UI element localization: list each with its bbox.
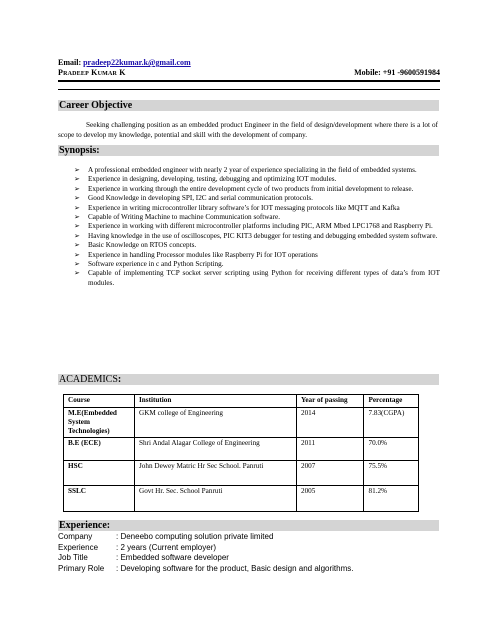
bullet-arrow-icon: ➢ bbox=[74, 222, 80, 231]
synopsis-item-text: Good Knowledge in developing SPI, I2C and serial communication protocols. bbox=[88, 194, 313, 203]
bullet-arrow-icon: ➢ bbox=[74, 203, 80, 212]
email-line bbox=[58, 58, 440, 68]
percentage-cell: 70.0% bbox=[364, 438, 419, 461]
synopsis-item bbox=[58, 204, 440, 213]
percentage-cell: 81.2% bbox=[364, 486, 419, 512]
email-link[interactable]: pradeep22kumar.k@gmail.com bbox=[83, 58, 191, 67]
percentage-cell: 7.83(CGPA) bbox=[364, 408, 419, 438]
synopsis-item-text: Experience in working with different microcontroller platforms including PIC, ARM Mbed LPC1768 and Raspberry Pi. bbox=[88, 222, 433, 231]
bullet-arrow-icon: ➢ bbox=[74, 184, 80, 193]
bullet-arrow-icon: ➢ bbox=[74, 231, 80, 240]
institution-cell: Govt Hr. Sec. School Panruti bbox=[135, 486, 297, 512]
institution-cell: GKM college of Engineering bbox=[135, 408, 297, 438]
synopsis-item-text: Capable of Writing Machine to machine Communication software. bbox=[88, 213, 280, 222]
academics-heading-colon: : bbox=[117, 374, 122, 385]
year-cell: 2007 bbox=[296, 461, 364, 486]
percentage-cell: 75.5% bbox=[364, 461, 419, 486]
career-objective-heading: Career Objective bbox=[58, 100, 439, 111]
header-year: Year of passing bbox=[296, 395, 364, 408]
header-percentage: Percentage bbox=[364, 395, 419, 408]
experience-row-duration bbox=[58, 543, 353, 554]
course-cell: M.E(Embedded System Technologies) bbox=[64, 408, 135, 438]
experience-value: : Deneebo computing solution private limited bbox=[116, 532, 274, 541]
experience-details bbox=[58, 532, 353, 574]
table-row bbox=[64, 486, 419, 512]
experience-key: Primary Role bbox=[58, 563, 105, 573]
synopsis-item-text: Capable of implementing TCP socket server scripting using Python for receiving different types of data’s from IOT modules. bbox=[88, 269, 440, 287]
synopsis-item bbox=[58, 222, 440, 231]
synopsis-item bbox=[58, 269, 440, 288]
year-cell: 2014 bbox=[296, 408, 364, 438]
experience-key: Job Title bbox=[58, 553, 88, 562]
bullet-arrow-icon: ➢ bbox=[74, 213, 80, 222]
year-cell: 2011 bbox=[296, 438, 364, 461]
synopsis-list bbox=[58, 166, 440, 288]
candidate-name: Pradeep Kumar K bbox=[58, 68, 126, 77]
mobile-number: Mobile: +91 -9600591984 bbox=[354, 68, 440, 77]
bullet-arrow-icon: ➢ bbox=[74, 269, 80, 278]
bullet-arrow-icon: ➢ bbox=[74, 175, 80, 184]
bullet-arrow-icon: ➢ bbox=[74, 250, 80, 259]
experience-row-primary-role bbox=[58, 564, 353, 575]
synopsis-item-text: Having knowledge in the use of oscilloscopes, PIC KIT3 debugger for testing and debugging embedded system software. bbox=[88, 231, 438, 240]
header-institution: Institution bbox=[135, 395, 297, 408]
course-cell: HSC bbox=[64, 461, 135, 486]
institution-cell: Shri Andal Alagar College of Engineering bbox=[135, 438, 297, 461]
experience-value: : Embedded software developer bbox=[116, 553, 229, 562]
academics-table bbox=[63, 394, 419, 512]
header-rule-top bbox=[58, 80, 440, 82]
synopsis-item-text: Experience in designing, developing, testing, debugging and optimizing IOT modules. bbox=[88, 175, 337, 184]
synopsis-item bbox=[58, 166, 440, 175]
bullet-arrow-icon: ➢ bbox=[74, 241, 80, 250]
synopsis-item bbox=[58, 260, 440, 269]
experience-row-company bbox=[58, 532, 353, 543]
synopsis-item-text: Software experience in c and Python Scripting. bbox=[88, 260, 224, 269]
experience-key: Experience bbox=[58, 542, 99, 552]
synopsis-item bbox=[58, 194, 440, 203]
synopsis-item-text: Basic Knowledge on RTOS concepts. bbox=[88, 241, 197, 250]
synopsis-item bbox=[58, 251, 440, 260]
bullet-arrow-icon: ➢ bbox=[74, 194, 80, 203]
experience-value: : Developing software for the product, Basic design and algorithms. bbox=[116, 563, 354, 573]
career-objective-text: Seeking challenging position as an embedded product Engineer in the field of design/development where there is a lot of scope to develop my knowledge, potential and skill with the development of company. bbox=[58, 121, 438, 139]
experience-value: : 2 years (Current employer) bbox=[116, 542, 217, 552]
header-course: Course bbox=[64, 395, 135, 408]
email-label: Email: bbox=[58, 58, 82, 67]
synopsis-item-text: A professional embedded engineer with nearly 2 year of experience specializing in the field of embedded systems. bbox=[88, 166, 417, 174]
synopsis-item-text: Experience in writing microcontroller library software’s for IOT messaging protocols like MQTT and Kafka bbox=[88, 203, 400, 212]
experience-row-job-title bbox=[58, 553, 353, 564]
synopsis-item bbox=[58, 213, 440, 222]
academics-heading-text: ACADEMICS bbox=[59, 374, 118, 385]
table-row bbox=[64, 408, 419, 438]
table-row bbox=[64, 461, 419, 486]
table-row bbox=[64, 438, 419, 461]
header-rule-bottom bbox=[58, 89, 440, 90]
synopsis-item bbox=[58, 175, 440, 184]
institution-cell: John Dewey Matric Hr Sec School. Panruti bbox=[135, 461, 297, 486]
contact-block bbox=[58, 58, 440, 78]
synopsis-item bbox=[58, 185, 440, 194]
experience-heading: Experience: bbox=[58, 520, 439, 531]
year-cell: 2005 bbox=[296, 486, 364, 512]
experience-key: Company bbox=[58, 532, 93, 541]
synopsis-heading: Synopsis: bbox=[58, 145, 439, 156]
course-cell: B.E (ECE) bbox=[64, 438, 135, 461]
academics-heading bbox=[58, 374, 439, 385]
synopsis-item bbox=[58, 232, 440, 241]
table-header-row bbox=[64, 395, 419, 408]
course-cell: SSLC bbox=[64, 486, 135, 512]
bullet-arrow-icon: ➢ bbox=[74, 260, 80, 269]
synopsis-item-text: Experience in handling Processor modules like Raspberry Pi for IOT operations bbox=[88, 250, 318, 259]
synopsis-item bbox=[58, 241, 440, 250]
synopsis-item-text: Experience in working through the entire development cycle of two products from initial development to release. bbox=[88, 184, 414, 193]
bullet-arrow-icon: ➢ bbox=[74, 166, 80, 174]
